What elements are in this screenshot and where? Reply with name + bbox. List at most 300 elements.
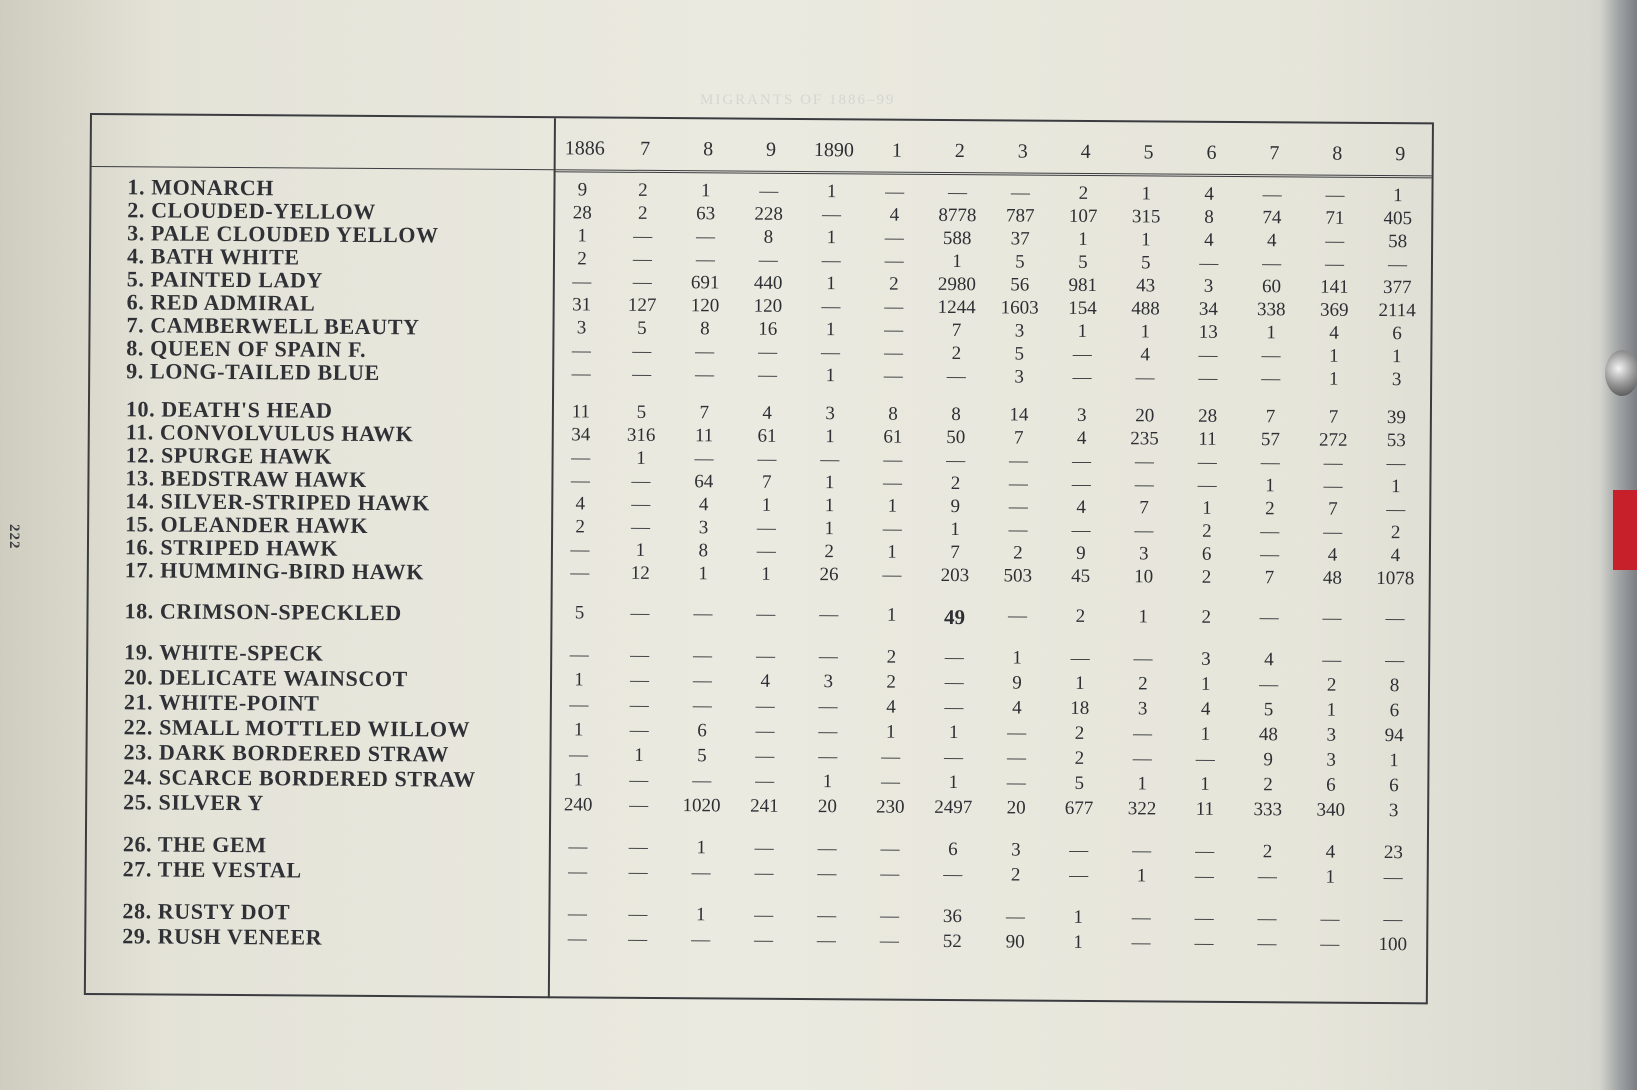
- count-cell: —: [631, 516, 651, 538]
- count-cell: 1: [1202, 497, 1212, 519]
- count-cell: 316: [626, 424, 656, 446]
- count-cell: —: [1323, 521, 1343, 543]
- count-cell: 1: [826, 181, 837, 203]
- count-cell: —: [944, 696, 964, 719]
- count-cell: 3: [1326, 749, 1336, 771]
- count-cell: 272: [1319, 429, 1348, 451]
- count-cell: —: [756, 603, 776, 625]
- count-cell: 4: [1012, 697, 1022, 719]
- count-cell: —: [630, 602, 650, 624]
- count-cell: 1: [1138, 605, 1149, 627]
- count-cell: 2: [889, 273, 899, 295]
- year-header-cell: 8: [703, 137, 714, 160]
- count-cell: 1: [824, 472, 835, 494]
- count-cell: —: [1008, 496, 1028, 518]
- count-cell: 228: [754, 203, 783, 225]
- count-cell: —: [754, 904, 774, 926]
- count-cell: —: [629, 719, 649, 741]
- count-cell: 4: [889, 204, 900, 226]
- count-cell: —: [1069, 839, 1089, 861]
- count-cell: 11: [571, 401, 591, 423]
- count-cell: —: [1260, 452, 1280, 474]
- count-cell: 45: [1071, 565, 1091, 587]
- count-cell: —: [1320, 908, 1340, 930]
- species-name: 12. SPURGE HAWK: [125, 442, 333, 469]
- count-cell: 369: [1319, 299, 1349, 321]
- count-cell: —: [1323, 452, 1343, 474]
- count-cell: 1: [574, 669, 584, 691]
- count-cell: 1: [577, 225, 587, 247]
- species-name: 16. STRIPED HAWK: [124, 534, 339, 561]
- count-cell: —: [628, 861, 648, 883]
- count-cell: 9: [1263, 749, 1274, 771]
- count-cell: —: [632, 271, 652, 293]
- count-cell: 4: [1076, 427, 1087, 449]
- binding-knob: [1605, 350, 1637, 396]
- count-cell: —: [632, 340, 652, 362]
- count-cell: —: [753, 929, 774, 951]
- year-counts: [548, 928, 1424, 956]
- count-cell: 107: [1068, 205, 1098, 228]
- count-cell: 230: [875, 796, 905, 818]
- count-cell: —: [1324, 253, 1345, 275]
- count-cell: 11: [1195, 798, 1215, 820]
- count-cell: —: [1260, 521, 1280, 543]
- count-cell: —: [568, 836, 588, 858]
- count-cell: 4: [1264, 649, 1274, 671]
- year-header-cell: 5: [1143, 140, 1154, 163]
- year-header-cell: 1: [891, 139, 902, 162]
- count-cell: —: [1070, 647, 1090, 669]
- count-cell: 3: [823, 671, 834, 693]
- count-cell: 1: [1012, 647, 1023, 669]
- count-cell: 5: [1015, 251, 1025, 273]
- count-cell: 56: [1010, 274, 1030, 296]
- count-cell: —: [1069, 864, 1089, 886]
- species-name: 10. DEATH'S HEAD: [125, 396, 333, 423]
- count-cell: —: [1322, 607, 1342, 629]
- count-cell: 4: [698, 494, 709, 516]
- species-name: 27. THE VESTAL: [122, 856, 302, 883]
- count-cell: 53: [1386, 430, 1406, 452]
- count-cell: 588: [942, 227, 972, 250]
- count-cell: 1: [1141, 183, 1152, 205]
- count-cell: 3: [1326, 724, 1337, 746]
- count-cell: 241: [750, 795, 779, 817]
- count-cell: 4: [1200, 698, 1211, 720]
- count-cell: 1: [634, 744, 644, 766]
- count-cell: —: [818, 746, 838, 768]
- count-cell: —: [1134, 474, 1154, 496]
- count-cell: 2: [886, 646, 897, 668]
- count-cell: —: [568, 861, 588, 883]
- count-cell: —: [1199, 252, 1219, 274]
- count-cell: —: [758, 341, 778, 363]
- count-cell: —: [883, 472, 903, 494]
- count-cell: 1: [886, 604, 897, 626]
- count-cell: 11: [694, 425, 714, 447]
- count-cell: 18: [1070, 697, 1090, 719]
- count-cell: 11: [1198, 428, 1217, 450]
- count-cell: 9: [577, 179, 588, 201]
- count-cell: —: [879, 930, 899, 952]
- count-cell: 981: [1068, 274, 1098, 297]
- year-header-cell: 1890: [813, 138, 855, 161]
- count-cell: 1: [950, 519, 960, 541]
- year-counts: [550, 719, 1426, 747]
- count-cell: —: [629, 694, 649, 716]
- count-cell: 9: [1012, 672, 1022, 694]
- count-cell: 60: [1261, 276, 1282, 298]
- count-cell: 6: [1201, 543, 1212, 565]
- count-cell: 1: [825, 426, 835, 448]
- count-cell: 6: [948, 839, 958, 861]
- count-cell: —: [946, 365, 966, 388]
- count-cell: —: [820, 449, 840, 471]
- count-cell: 203: [940, 564, 970, 587]
- count-cell: 5: [697, 745, 707, 767]
- page-number: 222: [6, 524, 22, 550]
- count-cell: —: [1320, 933, 1340, 955]
- count-cell: 1: [1075, 672, 1085, 694]
- count-cell: —: [571, 447, 591, 469]
- count-cell: —: [567, 903, 587, 925]
- count-cell: 8: [700, 318, 710, 340]
- count-cell: —: [1006, 747, 1027, 769]
- count-cell: —: [754, 837, 774, 859]
- count-cell: 4: [886, 696, 896, 718]
- count-cell: —: [567, 928, 587, 950]
- count-cell: 1: [636, 447, 646, 469]
- count-cell: —: [1194, 907, 1214, 929]
- species-name: 25. SILVER Y: [123, 789, 264, 816]
- count-cell: 1: [1393, 185, 1403, 207]
- species-name: 26. THE GEM: [122, 831, 267, 858]
- count-cell: —: [758, 249, 778, 271]
- count-cell: —: [1132, 840, 1152, 862]
- count-cell: 2: [1078, 182, 1089, 204]
- count-cell: 94: [1384, 725, 1404, 747]
- count-cell: —: [880, 771, 901, 793]
- count-cell: 377: [1383, 277, 1412, 299]
- count-cell: 6: [1392, 323, 1402, 345]
- count-cell: 1: [952, 251, 962, 273]
- count-cell: —: [884, 227, 904, 249]
- count-cell: 7: [1265, 406, 1276, 428]
- red-bookmark: [1613, 490, 1637, 570]
- count-cell: —: [629, 794, 649, 816]
- count-cell: —: [692, 670, 712, 692]
- species-name: 28. RUSTY DOT: [122, 898, 291, 925]
- count-cell: —: [1257, 933, 1277, 955]
- count-cell: —: [1194, 932, 1214, 954]
- count-cell: 2: [824, 541, 834, 563]
- count-cell: —: [946, 449, 966, 472]
- count-cell: —: [1005, 906, 1025, 928]
- count-cell: —: [817, 838, 837, 860]
- count-cell: —: [1197, 474, 1217, 496]
- count-cell: 1: [826, 273, 836, 295]
- count-cell: 34: [571, 424, 591, 446]
- count-cell: —: [1387, 254, 1408, 276]
- count-cell: 120: [690, 295, 720, 317]
- count-cell: 340: [1316, 799, 1346, 821]
- count-cell: —: [943, 863, 963, 886]
- count-cell: —: [759, 180, 779, 202]
- count-cell: 1: [1077, 320, 1088, 342]
- count-cell: 4: [760, 670, 771, 692]
- count-cell: 1: [1141, 229, 1151, 251]
- count-cell: —: [1072, 366, 1092, 388]
- count-cell: —: [885, 181, 905, 203]
- species-name: 9. LONG-TAILED BLUE: [126, 358, 380, 386]
- count-cell: —: [1198, 344, 1218, 366]
- count-cell: 4: [1204, 183, 1215, 205]
- count-cell: —: [755, 745, 775, 767]
- count-cell: —: [1071, 473, 1091, 495]
- count-cell: —: [1323, 475, 1343, 497]
- count-cell: —: [1383, 909, 1403, 931]
- count-cell: 23: [1383, 842, 1403, 864]
- count-cell: 5: [1074, 772, 1085, 794]
- count-cell: 1: [824, 495, 835, 517]
- count-cell: 7: [699, 402, 710, 424]
- count-cell: —: [944, 646, 964, 669]
- year-header-cell: 2: [954, 139, 965, 162]
- count-cell: —: [1260, 544, 1280, 566]
- count-cell: —: [570, 562, 590, 584]
- count-cell: 1078: [1376, 567, 1415, 590]
- count-cell: 3: [1201, 648, 1211, 670]
- count-cell: 1: [887, 495, 898, 517]
- year-counts: [551, 562, 1427, 590]
- count-cell: 322: [1127, 798, 1157, 820]
- count-cell: —: [1325, 230, 1345, 252]
- count-cell: 677: [1064, 797, 1094, 820]
- count-cell: 5: [637, 317, 647, 339]
- count-cell: 1: [761, 563, 771, 585]
- show-through-heading: MIGRANTS OF 1886–99: [700, 92, 896, 108]
- count-cell: 1: [1266, 322, 1276, 344]
- count-cell: 71: [1325, 207, 1345, 229]
- count-cell: —: [570, 539, 590, 561]
- count-cell: —: [820, 342, 841, 364]
- count-cell: 4: [575, 493, 586, 515]
- count-cell: 1: [696, 837, 707, 859]
- year-counts: [549, 794, 1425, 822]
- count-cell: 7: [1328, 406, 1339, 428]
- count-cell: —: [1386, 453, 1406, 475]
- count-cell: —: [755, 720, 775, 742]
- count-cell: —: [628, 903, 648, 925]
- count-cell: —: [1008, 473, 1028, 495]
- count-cell: —: [816, 930, 837, 952]
- count-cell: 4: [1329, 322, 1339, 344]
- count-cell: 1: [825, 319, 836, 341]
- species-name: 29. RUSH VENEER: [122, 923, 323, 950]
- count-cell: —: [628, 836, 648, 858]
- count-cell: —: [632, 248, 653, 270]
- count-cell: 2497: [934, 796, 973, 819]
- count-cell: —: [694, 364, 715, 386]
- count-cell: 31: [572, 294, 592, 316]
- count-cell: —: [1133, 648, 1153, 670]
- count-cell: 61: [883, 426, 903, 448]
- count-cell: —: [693, 645, 713, 667]
- count-cell: 2: [637, 202, 648, 224]
- count-cell: 14: [1009, 404, 1029, 426]
- year-counts: [549, 836, 1425, 864]
- count-cell: —: [880, 863, 900, 885]
- count-cell: —: [569, 644, 589, 666]
- count-cell: —: [756, 540, 776, 562]
- species-name: 11. CONVOLVULUS HAWK: [125, 419, 414, 447]
- count-cell: 8: [1389, 675, 1400, 697]
- count-cell: 2: [1010, 864, 1021, 886]
- count-cell: 61: [757, 425, 777, 447]
- count-cell: 1: [887, 541, 897, 563]
- count-cell: —: [695, 341, 715, 363]
- year-header-row: [556, 132, 1432, 170]
- count-cell: 6: [697, 720, 707, 742]
- count-cell: 405: [1383, 208, 1413, 230]
- count-cell: —: [880, 838, 900, 860]
- species-name: 19. WHITE-SPECK: [124, 639, 324, 666]
- count-cell: 1: [826, 227, 837, 249]
- count-cell: 3: [576, 317, 587, 339]
- count-cell: —: [1261, 368, 1281, 390]
- count-cell: 2: [1262, 841, 1273, 863]
- count-cell: 1: [635, 539, 646, 561]
- count-cell: 3: [1391, 369, 1402, 391]
- count-cell: —: [1007, 722, 1027, 744]
- count-cell: 28: [1198, 405, 1218, 427]
- count-cell: 48: [1322, 567, 1342, 589]
- count-cell: 4: [1266, 230, 1277, 252]
- count-cell: —: [1132, 723, 1153, 745]
- count-cell: 10: [1134, 566, 1154, 588]
- count-cell: —: [1131, 932, 1151, 954]
- count-cell: 8778: [938, 204, 977, 227]
- count-cell: 6: [1389, 700, 1400, 722]
- count-cell: —: [568, 744, 589, 766]
- count-cell: 43: [1136, 275, 1156, 297]
- count-cell: —: [755, 770, 775, 792]
- count-cell: —: [630, 644, 650, 666]
- count-cell: 50: [946, 426, 966, 449]
- count-cell: 8: [763, 226, 774, 248]
- count-cell: —: [944, 746, 964, 769]
- year-header-cell: 9: [1395, 142, 1406, 165]
- count-cell: 1603: [1000, 297, 1039, 319]
- count-cell: —: [692, 695, 712, 717]
- count-cell: 2: [1263, 774, 1273, 796]
- count-cell: —: [879, 905, 900, 927]
- count-cell: 1: [948, 722, 959, 744]
- count-cell: —: [1131, 907, 1151, 929]
- count-cell: —: [695, 226, 716, 248]
- count-cell: 2: [1074, 747, 1085, 769]
- count-cell: —: [1071, 519, 1091, 541]
- count-cell: —: [947, 181, 968, 204]
- count-cell: 16: [758, 318, 778, 340]
- count-cell: —: [883, 449, 903, 471]
- count-cell: 1: [1200, 723, 1211, 745]
- species-name: 18. CRIMSON-SPECKLED: [124, 598, 402, 626]
- count-cell: 39: [1386, 407, 1406, 429]
- count-cell: —: [1262, 253, 1282, 275]
- count-cell: —: [1010, 182, 1031, 204]
- species-name: 23. DARK BORDERED STRAW: [123, 739, 450, 767]
- count-cell: 8: [1204, 206, 1214, 228]
- count-cell: —: [1383, 867, 1403, 889]
- species-name: 17. HUMMING-BIRD HAWK: [124, 557, 425, 585]
- count-cell: 2: [638, 179, 648, 201]
- count-cell: —: [1194, 865, 1215, 887]
- count-cell: —: [757, 448, 777, 470]
- count-cell: —: [1134, 451, 1154, 473]
- count-cell: 5: [1263, 699, 1274, 721]
- count-cell: 2114: [1378, 300, 1416, 322]
- count-cell: 6: [1389, 775, 1399, 797]
- count-cell: 63: [696, 203, 716, 225]
- count-cell: 3: [825, 403, 835, 425]
- count-cell: 8: [951, 404, 961, 426]
- count-cell: 3: [1137, 698, 1148, 720]
- species-name: 1. MONARCH: [127, 174, 275, 201]
- species-name: 22. SMALL MOTTLED WILLOW: [123, 714, 471, 742]
- count-cell: 20: [817, 796, 837, 818]
- count-cell: 488: [1131, 298, 1160, 320]
- count-cell: 5: [636, 401, 647, 423]
- species-name: 2. CLOUDED-YELLOW: [127, 197, 376, 224]
- count-cell: 8: [888, 403, 898, 425]
- count-cell: 691: [690, 272, 720, 294]
- count-cell: 2: [1075, 605, 1086, 627]
- count-cell: —: [1325, 184, 1345, 206]
- count-cell: 2980: [937, 273, 976, 296]
- species-name: 13. BEDSTRAW HAWK: [125, 465, 368, 492]
- count-cell: 100: [1378, 934, 1408, 956]
- count-cell: 4: [1204, 229, 1214, 251]
- count-cell: —: [1195, 840, 1215, 862]
- species-name: 20. DELICATE WAINSCOT: [123, 664, 408, 692]
- count-cell: 1: [825, 365, 836, 387]
- count-cell: —: [818, 646, 839, 668]
- count-cell: —: [1135, 367, 1155, 389]
- year-header-cell: 9: [765, 138, 777, 161]
- count-cell: 1: [1200, 773, 1210, 795]
- count-cell: 12: [630, 562, 650, 584]
- count-cell: 2: [1013, 542, 1023, 564]
- count-cell: 1: [695, 904, 706, 926]
- count-cell: 2: [951, 343, 962, 365]
- count-cell: 7: [950, 542, 960, 564]
- count-cell: 1: [701, 180, 711, 202]
- count-cell: 74: [1262, 207, 1282, 229]
- count-cell: —: [757, 364, 778, 386]
- count-cell: 1: [886, 721, 896, 743]
- count-cell: 2: [575, 516, 585, 538]
- count-cell: 20: [1006, 797, 1026, 819]
- count-cell: 1: [1391, 476, 1401, 498]
- count-cell: —: [754, 862, 774, 884]
- year-counts: [549, 769, 1425, 797]
- count-cell: 2: [577, 248, 587, 270]
- count-cell: 20: [1135, 405, 1155, 427]
- count-cell: 7: [1013, 427, 1024, 449]
- count-cell: 1244: [937, 296, 976, 319]
